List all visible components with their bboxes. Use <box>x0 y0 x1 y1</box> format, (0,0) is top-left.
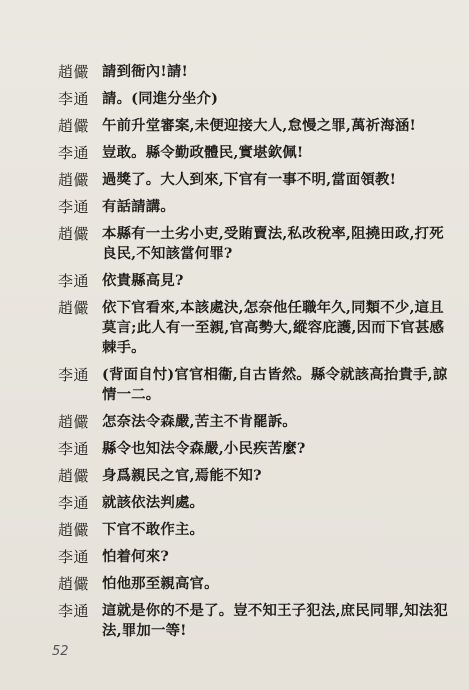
dialogue-line <box>58 170 458 190</box>
dialogue-text: 午前升堂審案,未便迎接大人,怠慢之罪,萬祈海涵! <box>102 117 416 134</box>
speaker-name: 李通 <box>58 548 90 566</box>
speaker-name: 趙儼 <box>58 299 90 317</box>
dialogue-line <box>58 466 458 486</box>
dialogue-line <box>58 412 458 432</box>
dialogue-line <box>58 574 458 594</box>
dialogue-line <box>58 493 458 513</box>
dialogue-line <box>58 601 458 641</box>
speaker-name: 趙儼 <box>58 521 90 539</box>
dialogue-text: 過獎了。大人到來,下官有一事不明,當面領教! <box>102 171 397 188</box>
speaker-name: 李通 <box>58 272 90 290</box>
dialogue-text: 就該依法判處。 <box>102 494 205 511</box>
dialogue-text: 請。(同進分坐介) <box>102 90 219 107</box>
speaker-name: 趙儼 <box>58 413 90 431</box>
dialogue-line <box>58 439 458 459</box>
speaker-name: 李通 <box>58 198 90 216</box>
dialogue-line <box>58 62 458 82</box>
speaker-name: 李通 <box>58 366 90 384</box>
speaker-name: 李通 <box>58 144 90 162</box>
speaker-name: 趙儼 <box>58 63 90 81</box>
dialogue-line <box>58 89 458 109</box>
dialogue-line <box>58 365 458 405</box>
speaker-name: 趙儼 <box>58 171 90 189</box>
speaker-name: 李通 <box>58 440 90 458</box>
dialogue-text: 有話請講。 <box>102 198 175 215</box>
dialogue-text: 下官不敢作主。 <box>102 521 205 538</box>
speaker-name: 李通 <box>58 90 90 108</box>
speaker-name: 趙儼 <box>58 225 90 243</box>
speaker-name: 趙儼 <box>58 575 90 593</box>
dialogue-text: 身爲親民之官,焉能不知? <box>102 467 262 484</box>
dialogue-text: 這就是你的不是了。豈不知王子犯法,庶民同罪,知法犯法,罪加一等! <box>102 602 449 639</box>
dialogue-text: 怕着何來? <box>102 548 169 565</box>
dialogue-line <box>58 197 458 217</box>
dialogue-line <box>58 520 458 540</box>
dialogue-text: 本縣有一土劣小吏,受賄賣法,私改稅率,阻撓田政,打死良民,不知該當何罪? <box>102 225 444 262</box>
dialogue-text: 豈敢。縣令勤政體民,實堪欽佩! <box>102 144 304 161</box>
dialogue-line <box>58 547 458 567</box>
speaker-name: 趙儼 <box>58 467 90 485</box>
dialogue-text: 依下官看來,本該處決,怎奈他任職年久,同類不少,這且莫言;此人有一至親,官高勢大,縱容庇護,因而下官甚感棘手。 <box>102 299 445 356</box>
dialogue-line <box>58 271 458 291</box>
page-number: 52 <box>52 644 69 659</box>
dialogue-line <box>58 224 458 264</box>
dialogue-line <box>58 143 458 163</box>
dialogue-line <box>58 116 458 136</box>
dialogue-text: 縣令也知法令森嚴,小民疾苦麼? <box>102 440 306 457</box>
dialogue-line <box>58 298 458 358</box>
dialogue-list <box>58 62 458 648</box>
dialogue-text: 請到衙內!請! <box>102 63 188 80</box>
speaker-name: 李通 <box>58 494 90 512</box>
dialogue-text: 怕他那至親高官。 <box>102 575 219 592</box>
speaker-name: 趙儼 <box>58 117 90 135</box>
speaker-name: 李通 <box>58 602 90 620</box>
dialogue-text: 怎奈法令森嚴,苦主不肯罷訴。 <box>102 413 297 430</box>
dialogue-text: (背面自忖)官官相衞,自古皆然。縣令就該高抬貴手,諒情一二。 <box>102 366 448 403</box>
dialogue-text: 依貴縣高見? <box>102 272 184 289</box>
